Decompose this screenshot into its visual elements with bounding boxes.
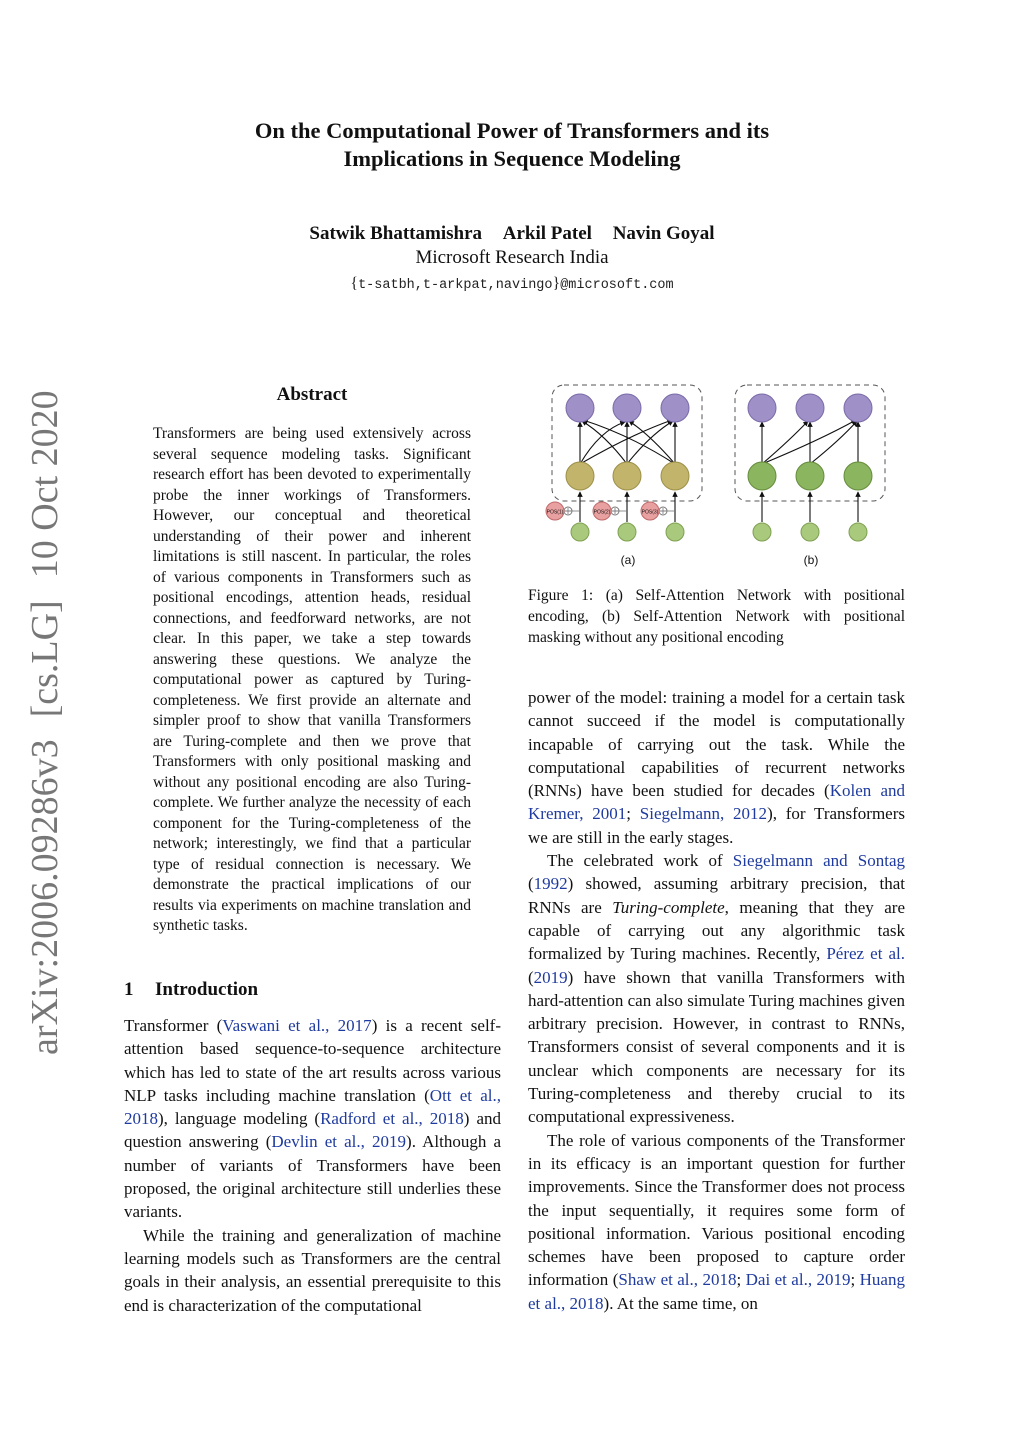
output-node <box>566 394 594 422</box>
email-users: t-satbh,t-arkpat,navingo <box>358 278 553 293</box>
citation-link[interactable]: Kolen and Kremer, 2001 <box>528 781 905 824</box>
hidden-node <box>796 462 824 490</box>
arxiv-date: 10 Oct 2020 <box>24 390 66 579</box>
pos-label: POS(1) <box>546 509 564 516</box>
citation-link[interactable]: Radford et al., 2018 <box>320 1109 464 1129</box>
hidden-node <box>566 462 594 490</box>
hidden-node <box>748 462 776 490</box>
figure-1 <box>540 380 900 575</box>
label-a: (a) <box>620 553 636 567</box>
citation-link[interactable]: Huang et al., 2018 <box>528 1270 905 1313</box>
abstract-heading: Abstract <box>276 384 348 405</box>
input-node <box>849 523 867 541</box>
author-list <box>0 222 1024 246</box>
intro-right-column <box>528 686 905 1315</box>
output-node <box>613 394 641 422</box>
citation-link[interactable]: 1992 <box>533 874 568 894</box>
input-node <box>753 523 771 541</box>
input-node <box>571 523 589 541</box>
arxiv-category: [cs.LG] <box>24 600 66 718</box>
citation-link[interactable]: 2019 <box>533 967 568 987</box>
panel-b-masked-edges <box>762 420 858 464</box>
citation-link[interactable]: Shaw et al., 2018 <box>618 1270 737 1290</box>
output-node <box>796 394 824 422</box>
input-node <box>618 523 636 541</box>
citation-link[interactable]: Vaswani et al., 2017 <box>222 1016 372 1035</box>
output-node <box>844 394 872 422</box>
title-line-2: Implications in Sequence Modeling <box>343 146 681 171</box>
hidden-node <box>613 462 641 490</box>
email-domain: @microsoft.com <box>560 278 674 293</box>
affiliation: Microsoft Research India <box>415 247 609 268</box>
right-paragraph-3: The role of various components of the Transformer in its efficacy is an important question for further improvements. Since the Transformer does not process the input sequentially, it requires some form of positional information. Various positional encoding schemes have been proposed to capture order information (Shaw et al., 2018; Dai et al., 2019; Huang et al., 2018). At the same time, on <box>528 1130 905 1313</box>
input-node <box>801 523 819 541</box>
intro-paragraph-2: While the training and generalization of machine learning models such as Transformers are the central goals in their analysis, an essential prerequisite to this end is characterization of the computational <box>124 1225 501 1315</box>
title-line-1: On the Computational Power of Transformers and its <box>254 118 770 143</box>
author-2: Arkil Patel <box>502 223 592 244</box>
output-node <box>748 394 776 422</box>
pos-label: POS(3) <box>641 509 659 516</box>
figure-diagram <box>540 380 900 575</box>
citation-link[interactable]: Dai et al., 2019 <box>745 1270 851 1290</box>
arxiv-stamp <box>20 390 70 1055</box>
section-number: 1 <box>124 979 134 1000</box>
positional-encoding-nodes <box>546 502 659 520</box>
pos-label: POS(2) <box>593 509 611 516</box>
section-title: Introduction <box>155 979 259 1000</box>
citation-link[interactable]: Siegelmann and Sontag <box>732 851 905 871</box>
abstract-body: Transformers are being used extensively across several sequence modeling tasks. Significant research effort has been devoted to experimentally probe the inner workings of Transformers. However, our conceptual and theoretical understanding of their power and inherent limitations is still nascent. In particular, the roles of various components in Transformers such as positional encodings, attention heads, residual connections, and feedforward networks, are not clear. In this paper, we take a step towards answering these questions. We analyze the computational power as captured by Turing-completeness. We first provide an alternate and simpler proof to show that vanilla Transformers are Turing-complete and then we prove that Transformers with only positional masking and without any positional encoding are also Turing-complete. We further analyze the necessity of each component for the Turing-completeness of the network; interestingly, we find that a particular type of residual connection is necessary. We demonstrate the practical implications of our results via experiments on machine translation and synthetic tasks. <box>153 425 471 934</box>
hidden-node <box>661 462 689 490</box>
author-1: Satwik Bhattamishra <box>309 223 483 244</box>
label-b: (b) <box>803 553 819 567</box>
section-heading <box>124 978 258 1002</box>
citation-link[interactable]: Ott et al., 2018 <box>124 1085 501 1129</box>
panel-a-attention-edges <box>580 420 675 464</box>
figure-caption: Figure 1: (a) Self-Attention Network with positional encoding, (b) Self-Attention Network with positional masking without any positional encoding <box>528 587 905 646</box>
email: {t-satbh,t-arkpat,navingo}@microsoft.com <box>350 275 674 293</box>
citation-link[interactable]: Pérez et al. <box>826 944 905 964</box>
author-3: Navin Goyal <box>612 223 715 244</box>
right-paragraph-1: power of the model: training a model for a certain task cannot succeed if the model is computationally incapable of carrying out the task. While the computational capabilities of recurrent networks (RNNs) have been studied for decades (Kolen and Kremer, 2001; Siegelmann, 2012), for Transformers we are still in the early stages. <box>528 688 906 847</box>
output-node <box>661 394 689 422</box>
input-node <box>666 523 684 541</box>
intro-paragraph-1: Transformer (Vaswani et al., 2017) is a recent self-attention based sequence-to-sequence architecture which has led to state of the art results across various NLP tasks including machine translation (Ott et al., 2018), language modeling (Radford et al., 2018) and question answering (Devlin et al., 2019). Although a number of variants of Transformers have been proposed, the original architecture still underlies these variants. <box>124 1016 502 1222</box>
citation-link[interactable]: Devlin et al., 2019 <box>271 1132 407 1152</box>
right-paragraph-2: The celebrated work of Siegelmann and Sontag (1992) showed, assuming arbitrary precision, that RNNs are Turing-complete, meaning that they are capable of carrying out any algorithmic task formalized by Turing machines. Recently, Pérez et al. (2019) have shown that vanilla Transformers with hard-attention can also simulate Turing machines given arbitrary precision. However, in contrast to RNNs, Transformers consist of several components and it is unclear which components are necessary for its Turing-completeness and thereby crucial to its computational expressiveness. <box>528 851 905 1127</box>
paper-title <box>0 117 1024 173</box>
citation-link[interactable]: Siegelmann, 2012 <box>639 804 768 824</box>
hidden-node <box>844 462 872 490</box>
intro-left-column <box>124 1014 501 1317</box>
arxiv-id: arXiv:2006.09286v3 <box>24 739 66 1055</box>
